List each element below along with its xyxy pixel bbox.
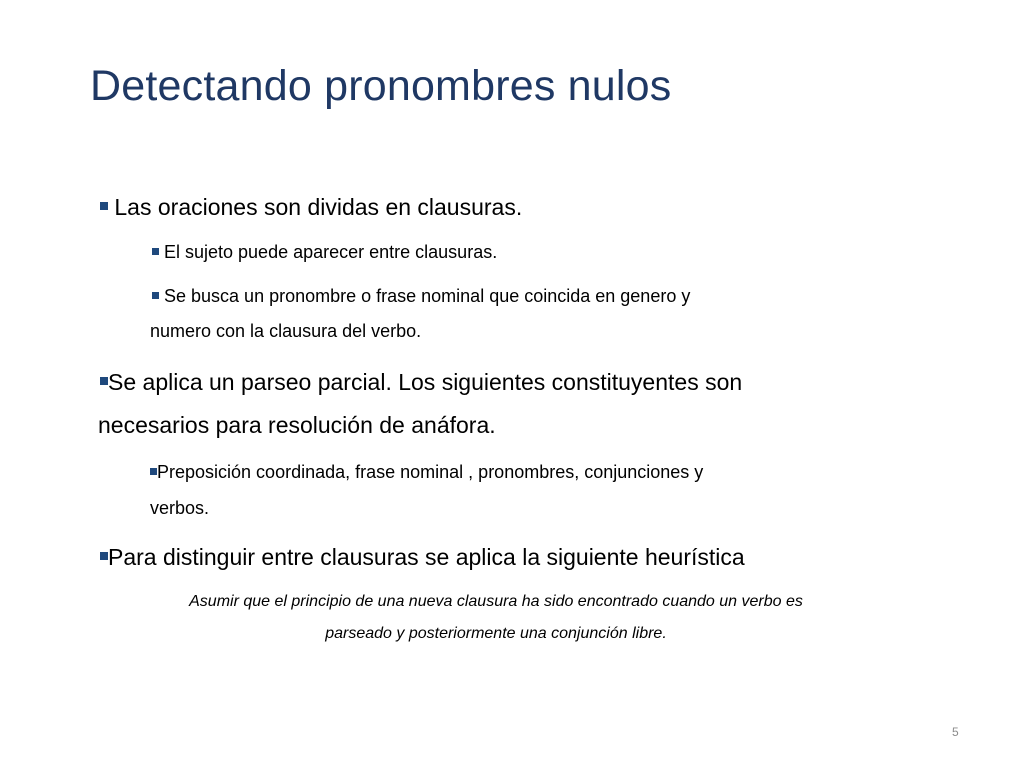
- square-bullet-icon: [152, 248, 159, 255]
- square-bullet-icon: [100, 552, 108, 560]
- bullet-1: [100, 194, 522, 221]
- page-number: 5: [952, 725, 959, 739]
- heuristic-text-line2: parseado y posteriormente una conjunción libre.: [325, 625, 667, 642]
- bullet-3: [100, 544, 745, 571]
- bullet-2-text-line2: necesarios para resolución de anáfora.: [98, 412, 496, 438]
- square-bullet-icon: [152, 292, 159, 299]
- bullet-2-text-line1: Se aplica un parseo parcial. Los siguientes constituyentes son: [108, 369, 743, 395]
- bullet-1-1: [152, 242, 497, 263]
- bullet-3-text: Para distinguir entre clausuras se aplica la siguiente heurística: [108, 544, 745, 570]
- slide-title: Detectando pronombres nulos: [90, 62, 672, 110]
- heuristic-text-line1: Asumir que el principio de una nueva clausura ha sido encontrado cuando un verbo es: [189, 593, 803, 610]
- bullet-1-2-text-line1: Se busca un pronombre o frase nominal que coincida en genero y: [159, 286, 691, 306]
- bullet-2-1-text-line1: Preposición coordinada, frase nominal , pronombres, conjunciones y: [157, 462, 704, 482]
- bullet-2: [100, 369, 742, 396]
- square-bullet-icon: [150, 468, 157, 475]
- bullet-2-1: [150, 462, 703, 483]
- bullet-2-1-text-line2: verbos.: [150, 498, 210, 518]
- square-bullet-icon: [100, 202, 108, 210]
- square-bullet-icon: [100, 377, 108, 385]
- bullet-1-2: [152, 286, 690, 307]
- bullet-1-2-text-line2: numero con la clausura del verbo.: [150, 321, 422, 341]
- bullet-1-1-text: El sujeto puede aparecer entre clausuras.: [159, 242, 498, 262]
- bullet-1-text: Las oraciones son dividas en clausuras.: [108, 194, 523, 220]
